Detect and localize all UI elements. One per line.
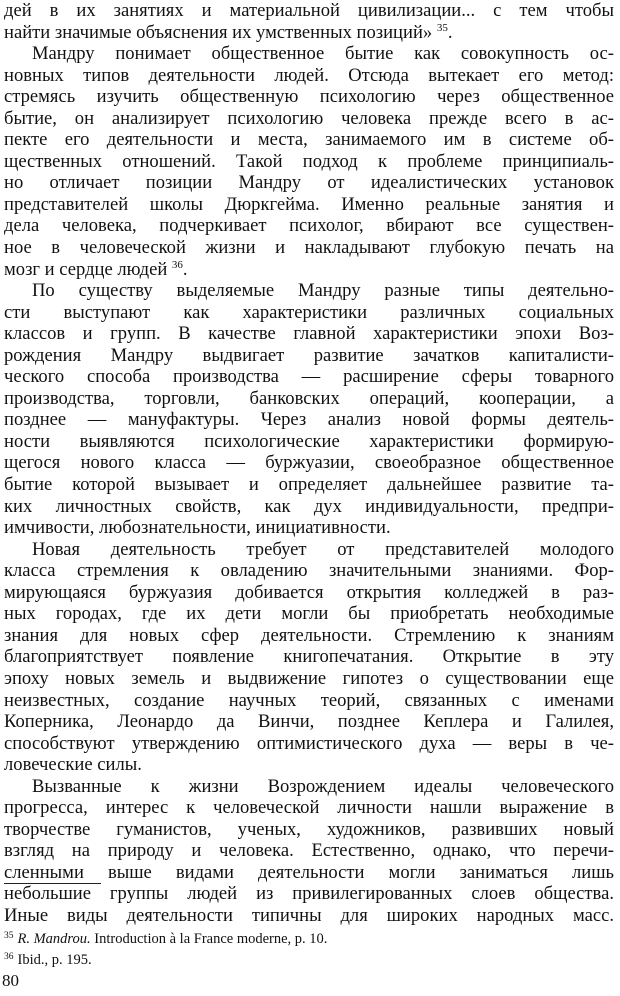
text-line-content: неизвестных, создание научных теорий, связанных с именами <box>4 689 614 711</box>
text-line <box>4 345 614 367</box>
text-line <box>4 496 614 518</box>
text-line-content: позднее — мануфактуры. Через анализ новой формы деятель- <box>4 409 614 431</box>
text-line <box>4 151 614 173</box>
text-line-content: ных городах, где их дети могли бы приобретать необходимые <box>4 603 614 625</box>
text-line-content: щественных отношений. Такой подход к проблеме принципиаль- <box>4 150 614 172</box>
text-line <box>4 840 614 862</box>
text-line <box>4 560 614 582</box>
text-line <box>4 431 614 453</box>
text-line <box>4 452 614 474</box>
text-line-content: бытие, он анализирует психологию человека прежде всего в ас- <box>4 107 614 129</box>
text-line <box>4 625 614 647</box>
text-line-content: найти значимые объяснения их умственных позиций» <box>4 21 437 43</box>
text-line-tail: . <box>447 21 453 43</box>
text-line <box>4 776 614 798</box>
text-line-content: мозг и сердце людей <box>4 258 172 280</box>
text-line <box>4 108 614 130</box>
text-line-content: творчестве гуманистов, ученых, художников, развивших новый <box>4 818 614 840</box>
text-line <box>4 797 614 819</box>
text-line <box>4 237 614 259</box>
text-line <box>4 302 614 324</box>
text-line <box>4 690 614 712</box>
text-line-content: производства, торговли, банковских операций, кооперации, а <box>4 387 614 409</box>
text-line <box>4 517 614 539</box>
text-line-content: ческого способа производства — расширение сферы товарного <box>4 366 614 388</box>
text-line <box>4 862 614 884</box>
text-line <box>4 905 614 927</box>
text-line-content: ное в человеческой жизни и накладывают глубокую печать на <box>4 237 614 259</box>
footnote-ref: 35 <box>436 21 448 34</box>
text-line-content: ких личностных свойств, как дух индивидуальности, предпри- <box>4 495 614 517</box>
footnote-text: Ibid., p. 195. <box>17 952 92 968</box>
text-line-content: Мандру понимает общественное бытие как совокупность ос- <box>32 43 614 65</box>
text-line <box>4 129 614 151</box>
text-line <box>4 22 614 44</box>
text-line <box>4 883 614 905</box>
text-line <box>4 582 614 604</box>
text-line <box>4 603 614 625</box>
text-line-content: новных типов деятельности людей. Отсюда вытекает его метод: <box>4 64 614 86</box>
text-line <box>4 259 614 281</box>
body-text <box>4 0 614 927</box>
text-line <box>4 668 614 690</box>
text-line-content: Коперника, Леонардо да Винчи, позднее Кеплера и Галилея, <box>4 711 614 733</box>
text-line-content: ности выявляются психологические характеристики формирую- <box>4 430 614 452</box>
text-line-content: ловеческие силы. <box>4 754 142 776</box>
text-line-content: знания для новых сфер деятельности. Стремлению к знаниям <box>4 624 614 646</box>
text-line <box>4 172 614 194</box>
footnote <box>4 927 614 948</box>
text-line <box>4 366 614 388</box>
text-line-content: но отличает позиции Мандру от идеалистических установок <box>4 172 614 194</box>
text-line-content: класса стремления к овладению значительными знаниями. Фор- <box>4 560 614 582</box>
page-number: 80 <box>2 971 19 990</box>
text-line-content: стремясь изучить общественную психологию через общественное <box>4 86 614 108</box>
text-line-content: пекте его деятельности и места, занимаемого им в системе об- <box>4 129 614 151</box>
text-line-content: дела человека, подчеркивает психолог, вбирают все существен- <box>4 215 614 237</box>
footnote-text: Introduction à la France moderne, p. 10. <box>90 931 328 947</box>
text-line-content: рождения Мандру выдвигает развитие зачатков капиталисти- <box>4 344 614 366</box>
text-line <box>4 754 614 776</box>
text-line-content: эпоху новых земель и выдвижение гипотез о существовании еще <box>4 667 614 689</box>
text-line-content: щегося нового класса — буржуазии, своеобразное общественное <box>4 452 614 474</box>
text-line <box>4 733 614 755</box>
text-line <box>4 819 614 841</box>
text-line-content: небольшие группы людей из привилегированных слоев общества. <box>4 883 614 905</box>
text-line-content: имчивости, любознательности, инициативности. <box>4 517 391 539</box>
footnote-ref: 36 <box>171 258 183 271</box>
text-line <box>4 323 614 345</box>
footnote-number: 36 <box>4 952 14 962</box>
text-line <box>4 86 614 108</box>
text-line <box>4 43 614 65</box>
text-line-content: взгляд на природу и человека. Естественно, однако, что перечи- <box>4 840 614 862</box>
text-line <box>4 65 614 87</box>
text-line-content: Иные виды деятельности типичны для широких народных масс. <box>4 904 614 926</box>
text-line <box>4 711 614 733</box>
text-line-content: прогресса, интерес к человеческой личности нашли выражение в <box>4 797 614 819</box>
footnotes <box>4 927 614 969</box>
text-line-content: мирующаяся буржуазия добивается открытия колледжей в раз- <box>4 581 614 603</box>
text-line <box>4 0 614 22</box>
text-line-content: представителей школы Дюркгейма. Именно реальные занятия и <box>4 193 614 215</box>
text-line <box>4 215 614 237</box>
text-line-content: Вызванные к жизни Возрождением идеалы человеческого <box>32 775 614 797</box>
text-line-content: дей в их занятиях и материальной цивилизации... с тем чтобы <box>4 0 614 21</box>
text-line <box>4 388 614 410</box>
text-line <box>4 539 614 561</box>
text-line <box>4 646 614 668</box>
text-line-content: По существу выделяемые Мандру разные типы деятельно- <box>32 280 614 302</box>
text-line-content: классов и групп. В качестве главной характеристики эпохи Воз- <box>4 323 614 345</box>
footnote-author: R. Mandrou. <box>17 931 91 947</box>
text-line-tail: . <box>182 258 188 280</box>
text-line <box>4 194 614 216</box>
text-line-content: сленными выше видами деятельности могли заниматься лишь <box>4 861 614 883</box>
text-line-content: бытие которой вызывает и определяет дальнейшее развитие та- <box>4 474 614 496</box>
text-line <box>4 409 614 431</box>
text-line-content: способствуют утверждению оптимистического духа — веры в че- <box>4 732 614 754</box>
text-line-content: сти выступают как характеристики различных социальных <box>4 301 614 323</box>
text-line <box>4 474 614 496</box>
footnote <box>4 948 614 969</box>
text-line-content: Новая деятельность требует от представителей молодого <box>32 538 614 560</box>
text-line <box>4 280 614 302</box>
footnote-separator <box>4 883 101 884</box>
footnote-number: 35 <box>4 931 14 941</box>
text-line-content: благоприятствует появление книгопечатания. Открытие в эту <box>4 646 614 668</box>
